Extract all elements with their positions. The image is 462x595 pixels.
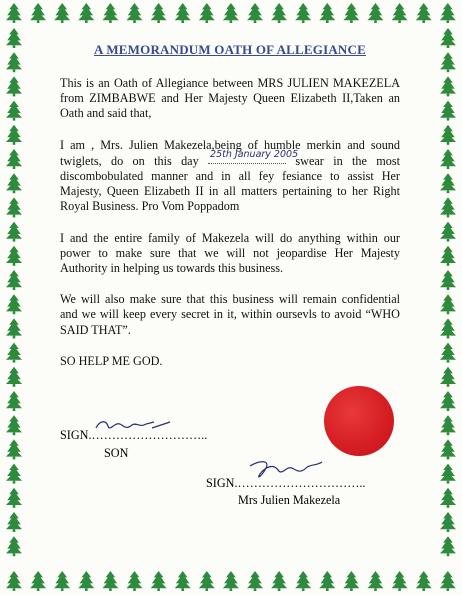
christmas-tree-icon <box>151 571 167 591</box>
mrs-name: Mrs Julien Makezela <box>238 493 341 507</box>
christmas-tree-icon <box>6 173 22 193</box>
oath-paragraph-3: I and the entire family of Makezela will do anything within our power to make sure that we will not jeopardise Her Majesty Authority in helping us towards this business. <box>60 230 400 276</box>
christmas-tree-icon <box>6 439 22 459</box>
christmas-tree-icon <box>6 343 22 363</box>
son-role: SON <box>104 446 129 460</box>
christmas-tree-icon <box>127 3 143 23</box>
christmas-tree-icon <box>6 125 22 145</box>
christmas-tree-icon <box>343 571 359 591</box>
date-dotted-line <box>208 163 286 164</box>
mrs-sign-dots: ………………………….. <box>237 476 366 490</box>
son-signature-scribble <box>94 416 174 436</box>
christmas-tree-icon <box>54 3 70 23</box>
christmas-tree-icon <box>6 3 22 23</box>
christmas-tree-icon <box>6 246 22 266</box>
christmas-tree-icon <box>440 270 456 290</box>
christmas-tree-icon <box>6 52 22 72</box>
christmas-tree-icon <box>175 571 191 591</box>
christmas-tree-icon <box>151 3 167 23</box>
christmas-tree-icon <box>416 3 432 23</box>
christmas-tree-icon <box>440 512 456 532</box>
christmas-tree-icon <box>6 294 22 314</box>
christmas-tree-icon <box>440 76 456 96</box>
christmas-tree-icon <box>319 3 335 23</box>
christmas-tree-icon <box>78 571 94 591</box>
mrs-signature-scribble <box>246 458 326 484</box>
christmas-tree-icon <box>6 149 22 169</box>
christmas-tree-icon <box>440 52 456 72</box>
christmas-tree-icon <box>392 571 408 591</box>
red-wax-seal <box>324 386 394 456</box>
christmas-tree-icon <box>247 3 263 23</box>
oath-paragraph-2-start: I am , Mrs. Julien Makezela,being of humble merkin and sound twiglets, do on this day <box>60 137 400 168</box>
christmas-tree-icon <box>54 571 70 591</box>
christmas-tree-icon <box>440 101 456 121</box>
handwritten-date: 25th January 2005 <box>210 148 299 160</box>
christmas-tree-icon <box>30 571 46 591</box>
christmas-tree-icon <box>368 3 384 23</box>
christmas-tree-icon <box>223 3 239 23</box>
christmas-tree-icon <box>6 512 22 532</box>
christmas-tree-icon <box>271 571 287 591</box>
christmas-tree-icon <box>319 571 335 591</box>
christmas-tree-icon <box>6 367 22 387</box>
christmas-tree-icon <box>440 464 456 484</box>
christmas-tree-icon <box>440 125 456 145</box>
christmas-tree-icon <box>6 76 22 96</box>
document-title: A MEMORANDUM OATH OF ALLEGIANCE <box>94 42 366 57</box>
christmas-tree-icon <box>440 197 456 217</box>
christmas-tree-icon <box>368 571 384 591</box>
oath-paragraph-4: We will also make sure that this business will remain confidential and we will keep every secret in it, within oursevls to avoid “WHO SAID THAT”. <box>60 292 400 337</box>
christmas-tree-icon <box>440 391 456 411</box>
christmas-tree-icon <box>78 3 94 23</box>
christmas-tree-icon <box>440 173 456 193</box>
christmas-tree-icon <box>295 3 311 23</box>
christmas-tree-icon <box>440 439 456 459</box>
christmas-tree-icon <box>6 270 22 290</box>
christmas-tree-icon <box>343 3 359 23</box>
christmas-tree-icon <box>199 3 215 23</box>
son-sign-label: SIGN. <box>60 428 92 442</box>
christmas-tree-icon <box>102 3 118 23</box>
date-field <box>208 148 299 165</box>
document-body <box>60 38 400 391</box>
christmas-tree-icon <box>247 571 263 591</box>
mrs-sign-label: SIGN. <box>206 476 238 490</box>
christmas-tree-icon <box>6 222 22 242</box>
christmas-tree-icon <box>199 571 215 591</box>
christmas-tree-icon <box>440 3 456 23</box>
christmas-tree-icon <box>30 3 46 23</box>
christmas-tree-icon <box>6 464 22 484</box>
christmas-tree-icon <box>440 571 456 591</box>
christmas-tree-icon <box>6 101 22 121</box>
oath-paragraph-1: This is an Oath of Allegiance between MRS JULIEN MAKEZELA from ZIMBABWE and Her Majesty Queen Elizabeth II,Taken an Oath and said that, <box>60 76 400 121</box>
christmas-tree-icon <box>440 246 456 266</box>
christmas-tree-icon <box>440 318 456 338</box>
christmas-tree-icon <box>6 536 22 556</box>
christmas-tree-icon <box>223 571 239 591</box>
oath-paragraph-2 <box>60 138 400 215</box>
christmas-tree-icon <box>440 343 456 363</box>
christmas-tree-icon <box>440 367 456 387</box>
christmas-tree-icon <box>6 197 22 217</box>
christmas-tree-icon <box>127 571 143 591</box>
christmas-tree-icon <box>271 3 287 23</box>
christmas-tree-icon <box>175 3 191 23</box>
christmas-tree-icon <box>6 391 22 411</box>
oath-paragraph-2-end: swear in the most discombobulated manner and in all fey fesiance to assist Her Majesty, Queen Elizabeth II in all matters pertaining to her Right Royal Business. Pro Vom Poppadom <box>60 153 401 214</box>
christmas-tree-icon <box>440 415 456 435</box>
christmas-tree-icon <box>440 294 456 314</box>
christmas-tree-icon <box>440 488 456 508</box>
christmas-tree-icon <box>6 415 22 435</box>
christmas-tree-icon <box>102 571 118 591</box>
son-sign-dots: ……………………….. <box>91 428 208 442</box>
christmas-tree-icon <box>6 318 22 338</box>
christmas-tree-icon <box>6 28 22 48</box>
christmas-tree-icon <box>295 571 311 591</box>
christmas-tree-icon <box>440 222 456 242</box>
christmas-tree-icon <box>440 149 456 169</box>
closing-line: SO HELP ME GOD. <box>60 353 163 368</box>
christmas-tree-icon <box>6 488 22 508</box>
christmas-tree-icon <box>6 571 22 591</box>
christmas-tree-icon <box>392 3 408 23</box>
christmas-tree-icon <box>416 571 432 591</box>
christmas-tree-icon <box>440 28 456 48</box>
christmas-tree-icon <box>440 536 456 556</box>
